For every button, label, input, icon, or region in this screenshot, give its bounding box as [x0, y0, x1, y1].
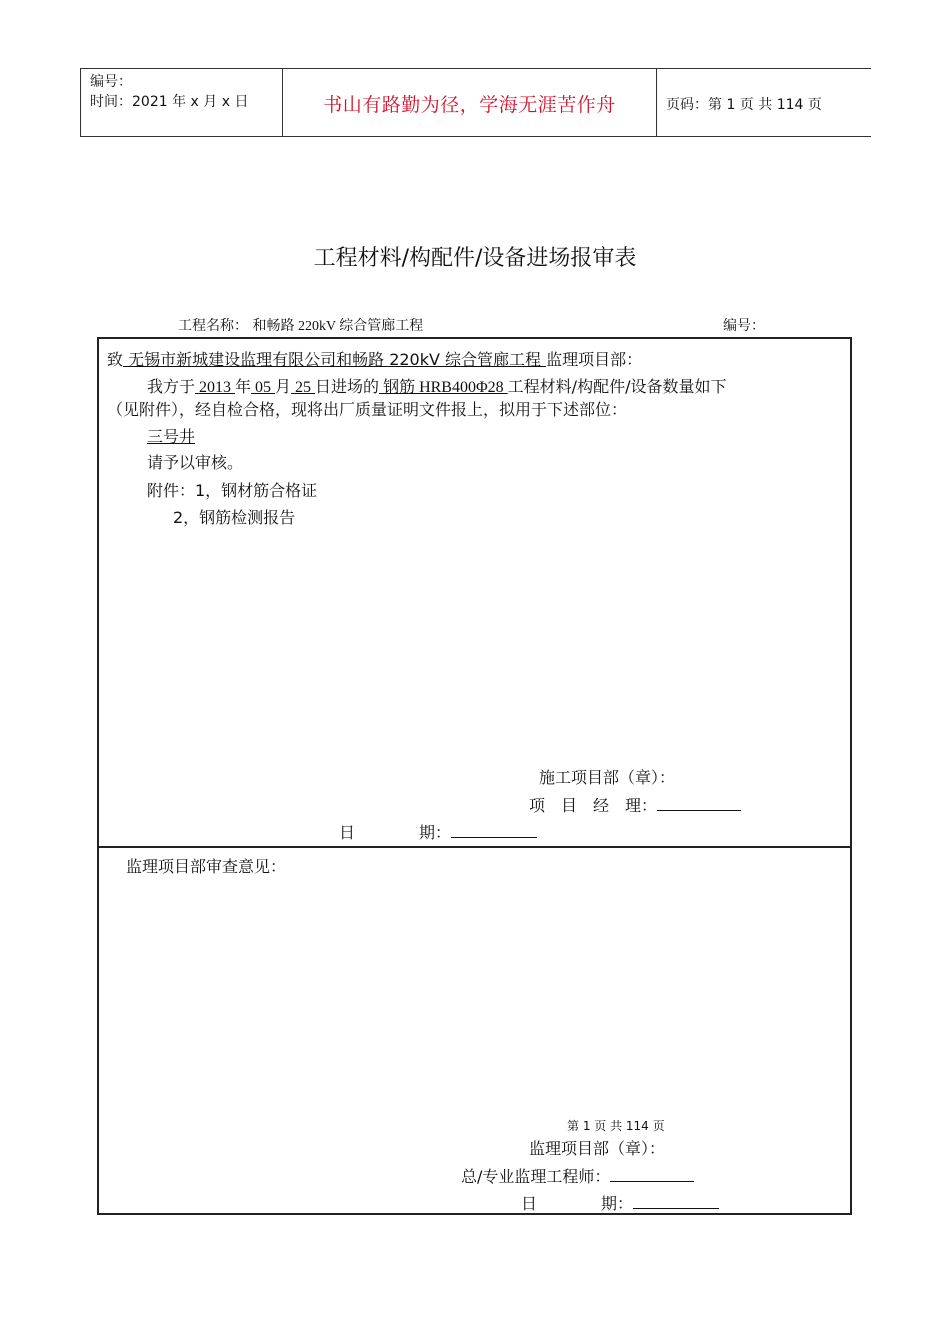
- decl-text-d: 日进场的: [315, 377, 380, 396]
- chief-engineer-line: [461, 1164, 694, 1187]
- supervision-date-label: 日 期：: [521, 1194, 634, 1213]
- contractor-date-label: 日 期：: [339, 823, 452, 842]
- project-label: 工程名称：: [178, 318, 248, 334]
- contractor-date-blank: [451, 823, 537, 838]
- header-page-cell: [657, 69, 871, 136]
- decl-text-e: 工程材料/构配件/设备数量如下: [507, 377, 727, 396]
- document-header: [80, 68, 871, 137]
- header-left-cell: [81, 69, 283, 136]
- form-table: [97, 337, 852, 1215]
- addressee-prefix: 致: [107, 350, 124, 369]
- supervision-seal-label: 监理项目部（章）：: [529, 1139, 666, 1158]
- decl-text-b: 年: [235, 377, 252, 396]
- page-note: 第 1 页 共 114 页: [567, 1119, 665, 1133]
- chief-engineer-signature-blank: [610, 1167, 694, 1182]
- decl-text-a: 我方于: [147, 377, 196, 396]
- supervision-date-blank: [633, 1194, 719, 1209]
- project-name-line: [178, 315, 423, 335]
- supervision-opinion-label: 监理项目部审查意见：: [126, 857, 287, 876]
- project-manager-line: [529, 793, 741, 816]
- header-motto: 书山有路勤为径，学海无涯苦作舟: [323, 94, 616, 116]
- declaration-line-2: （见附件），经自检合格，现将出厂质量证明文件报上，拟用于下述部位：: [107, 400, 628, 419]
- usage-location: 三号井: [147, 427, 196, 446]
- attachment-1-text: 附件：1，钢材筋合格证: [147, 481, 318, 500]
- chief-engineer-label: 总/专业监理工程师：: [461, 1167, 611, 1186]
- attachment-2: 2，钢筋检测报告: [173, 508, 296, 527]
- entry-day: 25: [291, 379, 316, 396]
- entry-month: 05: [251, 379, 276, 396]
- supervision-date-line: [521, 1191, 719, 1214]
- decl-text-c: 月: [275, 377, 292, 396]
- document-title: 工程材料/构配件/设备进场报审表: [313, 246, 637, 271]
- project-name: 和畅路 220kV 综合管廊工程: [252, 319, 424, 334]
- header-number-label: 编号：: [90, 74, 132, 90]
- project-manager-label: 项 目 经 理：: [529, 796, 658, 815]
- form-number-label: 编号：: [723, 318, 765, 334]
- material-name: 钢筋 HRB400Φ28: [379, 379, 508, 396]
- addressee-org: 无锡市新城建设监理有限公司和畅路 220kV 综合管廊工程: [123, 350, 547, 369]
- header-time: 时间：2021 年 x 月 x 日: [90, 94, 249, 110]
- addressee-suffix: 监理项目部：: [546, 350, 643, 369]
- review-request: 请予以审核。: [147, 453, 244, 472]
- declaration-line-1: [147, 374, 726, 397]
- contractor-date-line: [339, 820, 537, 843]
- attachment-1: [147, 478, 317, 501]
- entry-year: 2013: [195, 379, 236, 396]
- header-page-info: 页码：第 1 页 共 114 页: [666, 97, 822, 113]
- section-divider: [99, 846, 850, 848]
- header-motto-cell: [283, 69, 657, 136]
- project-manager-signature-blank: [657, 796, 741, 811]
- contractor-seal-label: 施工项目部（章）：: [539, 768, 676, 787]
- addressee-line: [107, 347, 642, 370]
